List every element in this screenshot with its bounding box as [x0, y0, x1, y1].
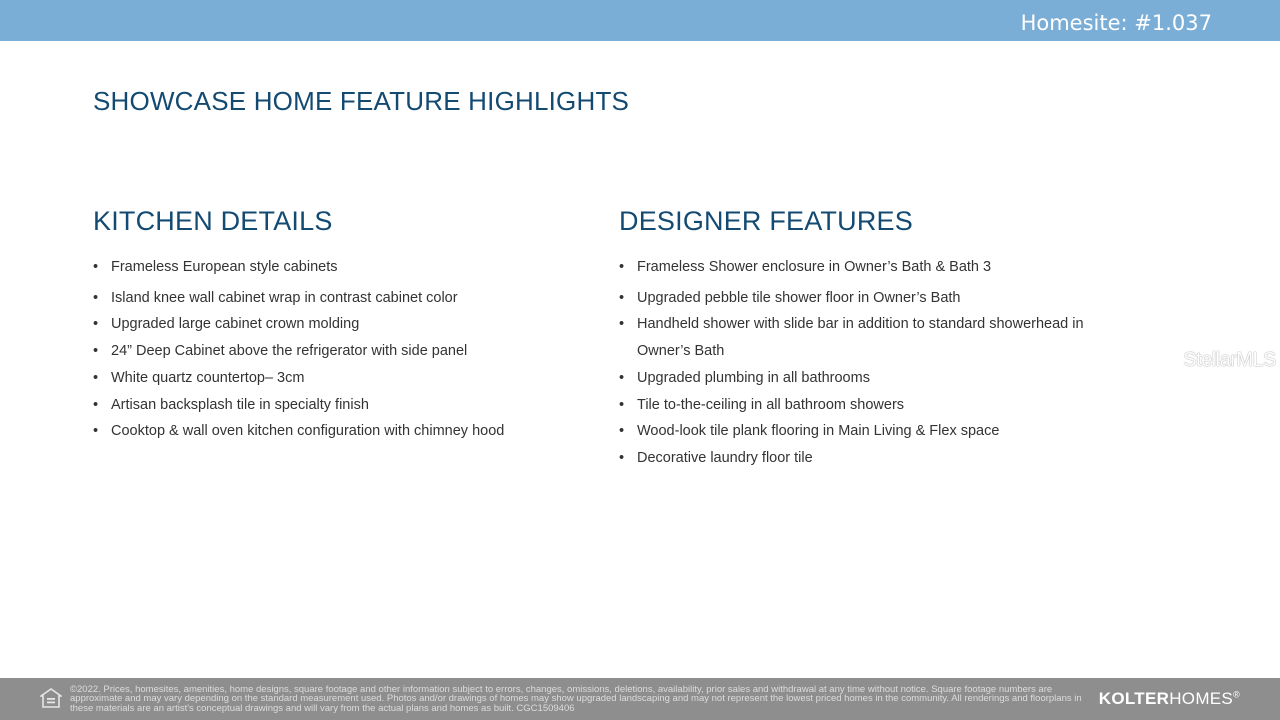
- designer-list: [619, 254, 1139, 472]
- list-item: • Artisan backsplash tile in specialty finish: [93, 392, 593, 419]
- kitchen-list: [93, 254, 593, 445]
- stellar-mls-watermark: StellarMLS: [1183, 349, 1276, 371]
- equal-housing-icon: [40, 688, 62, 708]
- header-bar: [0, 0, 1280, 41]
- page-title: SHOWCASE HOME FEATURE HIGHLIGHTS: [93, 86, 630, 116]
- list-item: • 24” Deep Cabinet above the refrigerator with side panel: [93, 338, 593, 365]
- list-item: • Upgraded pebble tile shower floor in Owner’s Bath: [619, 285, 1139, 312]
- kitchen-section: [93, 206, 593, 445]
- list-item: • Wood-look tile plank flooring in Main Living & Flex space: [619, 418, 1139, 445]
- list-item: • Tile to-the-ceiling in all bathroom showers: [619, 392, 1139, 419]
- logo-bold-text: KOLTER: [1098, 689, 1170, 708]
- designer-section: [619, 206, 1139, 472]
- list-item: • Cooktop & wall oven kitchen configuration with chimney hood: [93, 418, 593, 445]
- list-item: • Frameless European style cabinets: [93, 254, 593, 281]
- legal-disclaimer: ©2022. Prices, homesites, amenities, home designs, square footage and other information subject to errors, changes, omissions, deletions, availability, prior sales and withdrawal at any time without notice. Square footage numbers are approximate and may vary depending on the standard measurement used. Photos and/or drawings of homes may show upgraded landscaping and may not represent the lowest priced homes in the community. All renderings and floorplans in these materials are an artist's conceptual drawings and will vary from the actual plans and homes as built. CGC1509406: [70, 684, 1082, 714]
- kitchen-heading: KITCHEN DETAILS: [93, 206, 333, 236]
- list-item: • Handheld shower with slide bar in addition to standard showerhead in Owner’s Bath: [619, 311, 1139, 364]
- list-item: • Island knee wall cabinet wrap in contrast cabinet color: [93, 285, 593, 312]
- footer-bar: [0, 678, 1280, 720]
- kolter-homes-logo: [1099, 689, 1240, 709]
- list-item: • Upgraded plumbing in all bathrooms: [619, 365, 1139, 392]
- list-item: • White quartz countertop– 3cm: [93, 365, 593, 392]
- homesite-label: Homesite: #1.037: [1020, 11, 1212, 35]
- list-item: • Upgraded large cabinet crown molding: [93, 311, 593, 338]
- logo-light-text: HOMES: [1169, 689, 1234, 708]
- designer-heading: DESIGNER FEATURES: [619, 206, 913, 236]
- list-item: • Decorative laundry floor tile: [619, 445, 1139, 472]
- list-item: • Frameless Shower enclosure in Owner’s Bath & Bath 3: [619, 254, 1139, 281]
- registered-mark: ®: [1233, 689, 1240, 700]
